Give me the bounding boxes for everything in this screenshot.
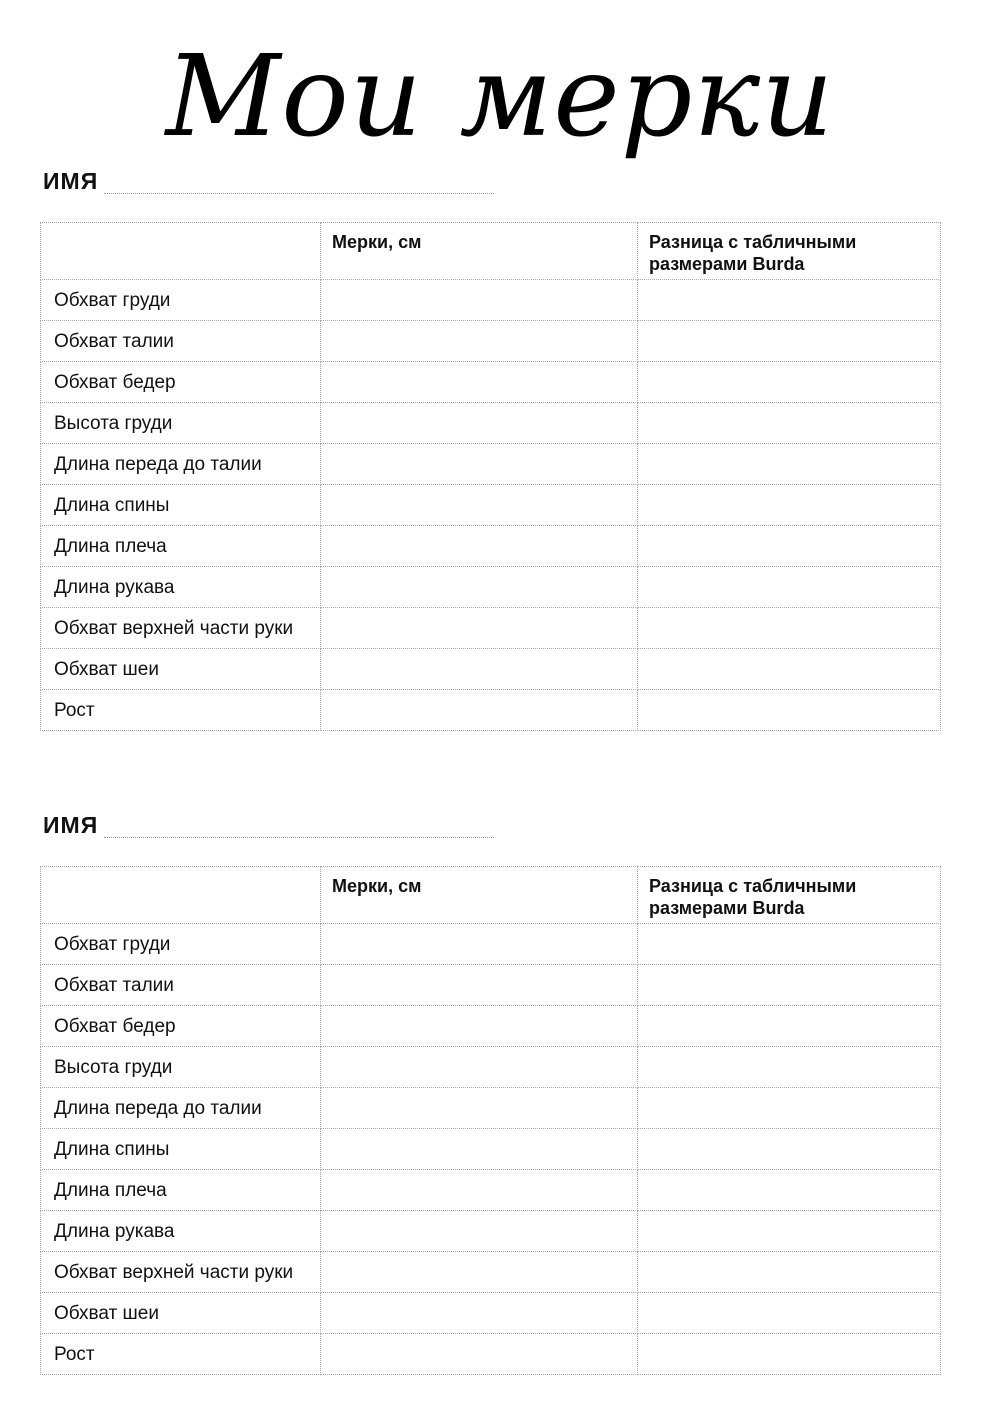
table-header-row — [41, 223, 941, 280]
difference-cell[interactable] — [638, 362, 941, 403]
difference-cell[interactable] — [638, 1334, 941, 1375]
measurement-cell[interactable] — [321, 444, 638, 485]
table-row — [41, 1170, 941, 1211]
table-row — [41, 608, 941, 649]
column-header-measurements: Мерки, см — [321, 223, 638, 280]
measurement-cell[interactable] — [321, 362, 638, 403]
difference-cell[interactable] — [638, 485, 941, 526]
measurement-cell[interactable] — [321, 1006, 638, 1047]
measurement-cell[interactable] — [321, 649, 638, 690]
table-row — [41, 485, 941, 526]
name-fill-line[interactable] — [104, 193, 494, 194]
row-label: Длина переда до талии — [41, 444, 321, 485]
measurement-cell[interactable] — [321, 1047, 638, 1088]
measurement-cell[interactable] — [321, 567, 638, 608]
row-label: Обхват верхней части руки — [41, 1252, 321, 1293]
difference-cell[interactable] — [638, 965, 941, 1006]
table-row — [41, 690, 941, 731]
row-label: Обхват шеи — [41, 1293, 321, 1334]
name-label: ИМЯ — [43, 168, 99, 194]
measurement-cell[interactable] — [321, 403, 638, 444]
difference-cell[interactable] — [638, 526, 941, 567]
difference-cell[interactable] — [638, 924, 941, 965]
measurements-section-2 — [40, 810, 940, 1365]
difference-cell[interactable] — [638, 444, 941, 485]
table-row — [41, 567, 941, 608]
table-row — [41, 1252, 941, 1293]
row-label: Рост — [41, 690, 321, 731]
table-row — [41, 444, 941, 485]
row-label: Длина переда до талии — [41, 1088, 321, 1129]
difference-cell[interactable] — [638, 1047, 941, 1088]
difference-cell[interactable] — [638, 280, 941, 321]
difference-cell[interactable] — [638, 649, 941, 690]
column-header-label — [41, 223, 321, 280]
table-row — [41, 526, 941, 567]
name-row — [40, 166, 940, 198]
measurement-cell[interactable] — [321, 1170, 638, 1211]
measurement-cell[interactable] — [321, 280, 638, 321]
difference-cell[interactable] — [638, 567, 941, 608]
table-row — [41, 1006, 941, 1047]
column-header-difference: Разница с табличными размерами Burda — [638, 223, 941, 280]
measurements-table — [40, 866, 941, 1375]
column-header-label — [41, 867, 321, 924]
difference-cell[interactable] — [638, 1252, 941, 1293]
table-row — [41, 1334, 941, 1375]
difference-cell[interactable] — [638, 1211, 941, 1252]
row-label: Обхват бедер — [41, 1006, 321, 1047]
difference-cell[interactable] — [638, 1006, 941, 1047]
row-label: Высота груди — [41, 1047, 321, 1088]
name-label: ИМЯ — [43, 812, 99, 838]
table-row — [41, 1293, 941, 1334]
row-label: Высота груди — [41, 403, 321, 444]
row-label: Длина плеча — [41, 1170, 321, 1211]
row-label: Обхват талии — [41, 321, 321, 362]
difference-cell[interactable] — [638, 1293, 941, 1334]
measurement-cell[interactable] — [321, 1334, 638, 1375]
table-row — [41, 1047, 941, 1088]
table-row — [41, 965, 941, 1006]
row-label: Длина рукава — [41, 1211, 321, 1252]
table-row — [41, 403, 941, 444]
row-label: Обхват талии — [41, 965, 321, 1006]
page-title: Мои мерки — [165, 32, 835, 162]
row-label: Длина плеча — [41, 526, 321, 567]
column-header-difference: Разница с табличными размерами Burda — [638, 867, 941, 924]
table-row — [41, 280, 941, 321]
row-label: Длина рукава — [41, 567, 321, 608]
column-header-measurements: Мерки, см — [321, 867, 638, 924]
row-label: Обхват груди — [41, 924, 321, 965]
row-label: Обхват бедер — [41, 362, 321, 403]
measurement-cell[interactable] — [321, 965, 638, 1006]
measurement-cell[interactable] — [321, 690, 638, 731]
measurement-cell[interactable] — [321, 1211, 638, 1252]
difference-cell[interactable] — [638, 608, 941, 649]
row-label: Длина спины — [41, 1129, 321, 1170]
table-row — [41, 1088, 941, 1129]
measurement-cell[interactable] — [321, 1293, 638, 1334]
measurement-cell[interactable] — [321, 1088, 638, 1129]
measurement-cell[interactable] — [321, 608, 638, 649]
difference-cell[interactable] — [638, 321, 941, 362]
measurement-cell[interactable] — [321, 1252, 638, 1293]
name-row — [40, 810, 940, 842]
table-header-row — [41, 867, 941, 924]
table-row — [41, 1129, 941, 1170]
measurement-cell[interactable] — [321, 1129, 638, 1170]
row-label: Рост — [41, 1334, 321, 1375]
name-fill-line[interactable] — [104, 837, 494, 838]
measurements-table — [40, 222, 941, 731]
table-row — [41, 1211, 941, 1252]
measurement-cell[interactable] — [321, 526, 638, 567]
row-label: Обхват груди — [41, 280, 321, 321]
table-row — [41, 924, 941, 965]
measurements-section-1 — [40, 166, 940, 721]
difference-cell[interactable] — [638, 1129, 941, 1170]
table-row — [41, 321, 941, 362]
measurement-cell[interactable] — [321, 485, 638, 526]
measurement-cell[interactable] — [321, 924, 638, 965]
difference-cell[interactable] — [638, 690, 941, 731]
row-label: Обхват шеи — [41, 649, 321, 690]
row-label: Обхват верхней части руки — [41, 608, 321, 649]
difference-cell[interactable] — [638, 403, 941, 444]
row-label: Длина спины — [41, 485, 321, 526]
difference-cell[interactable] — [638, 1088, 941, 1129]
table-row — [41, 649, 941, 690]
difference-cell[interactable] — [638, 1170, 941, 1211]
measurement-cell[interactable] — [321, 321, 638, 362]
table-row — [41, 362, 941, 403]
